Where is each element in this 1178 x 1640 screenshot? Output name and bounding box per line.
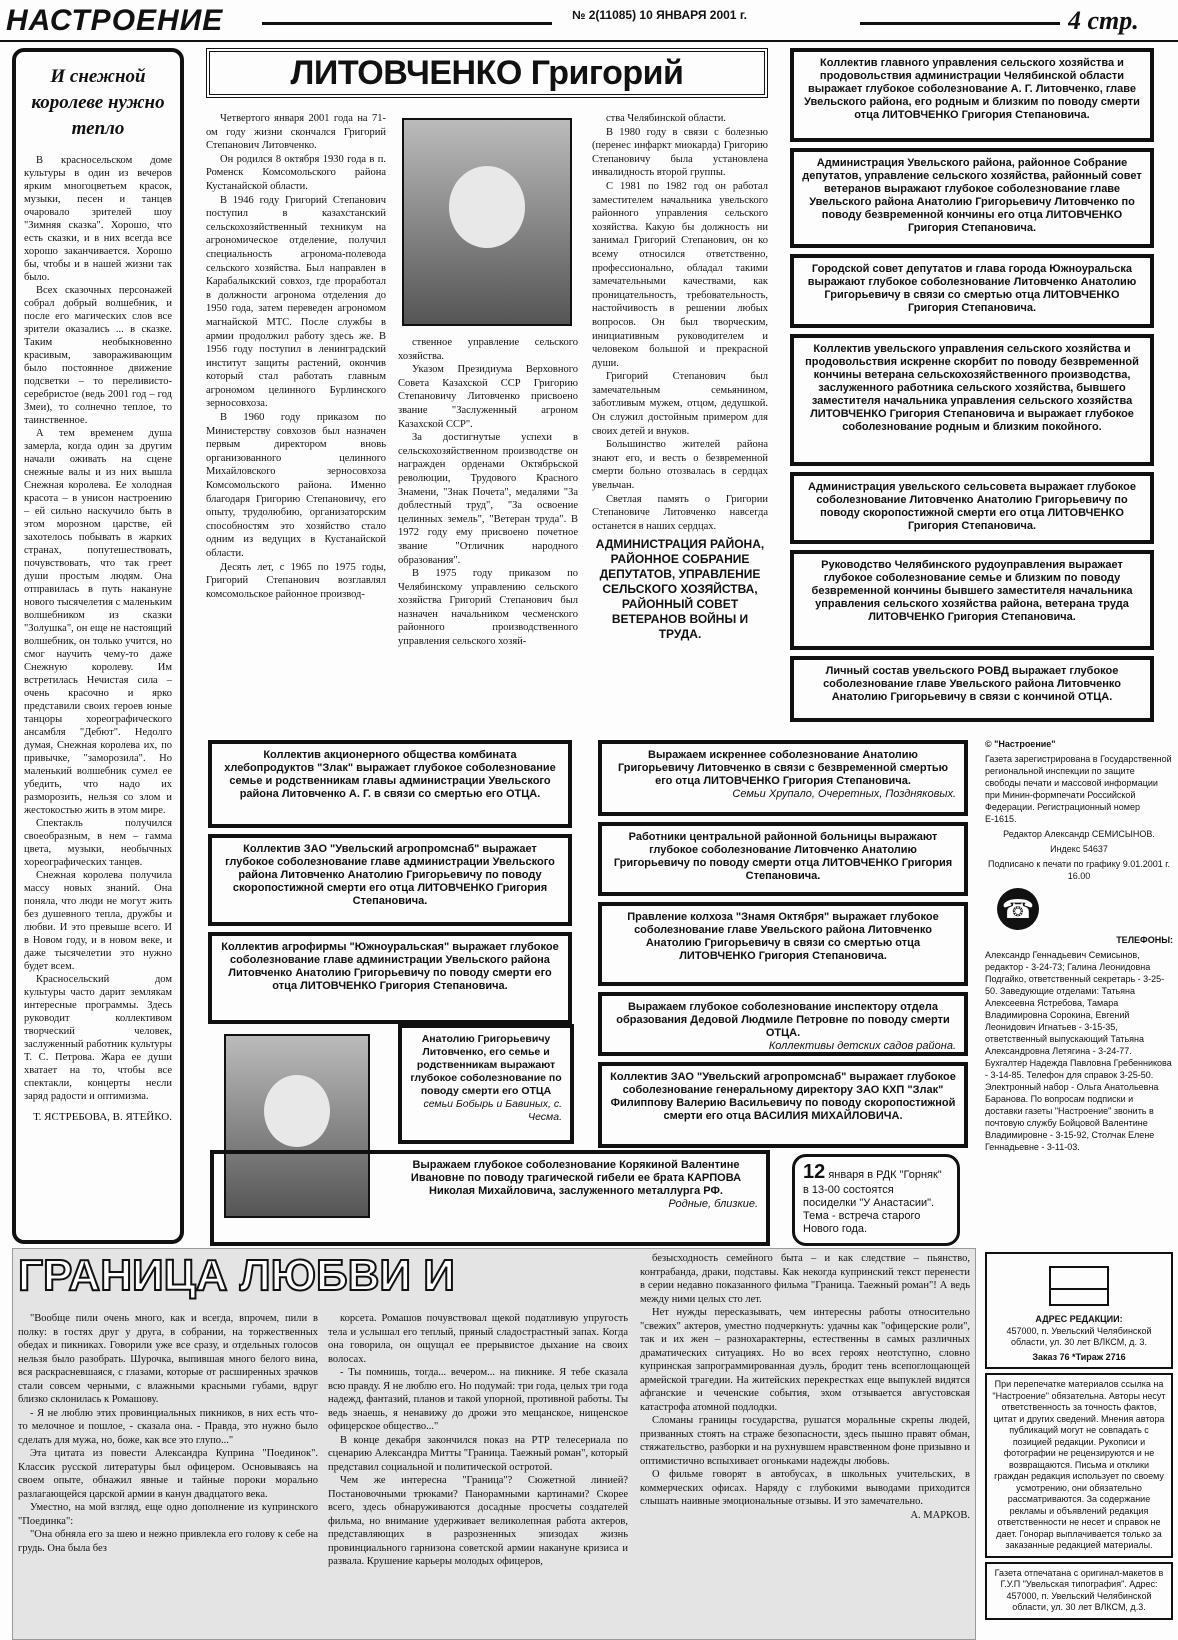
bottom-paragraph: Нет нужды пересказывать, чем интересны работы относительно "свежих" актеров, уместно подчеркнуть: удачны как "офицерские роли", так и их жен – разнохарактерны, естественны в самых различных драматических ситуациях. Но во всех героях неотступно, словно купринская запрограммированная дуэль, бродит тень всепоглощающей армейской трагедии. На житейских перекрестках еще выпуклей видятся афганские и чеченские события, эхом отзывается августовская катастрофа атомной подлодки. <box>640 1307 970 1413</box>
registration-info: Газета зарегистрирована в Государственной региональной инспекции по защите свободы печати и массовой информации при Минин-формпечати Российской Федерации. Регистрационный номер Е-1615. <box>985 754 1172 824</box>
event-announcement <box>792 1154 960 1246</box>
article-paragraph: Красносельский дом культуры часто дарит землякам интересные программы. Здесь руководит коллективом творческий человек, заслуженный работник культуры Т. С. Петрова. Жара ее души хватает на то, чтобы все спектакли, концерты несли заряд радости и оптимизма. <box>24 974 172 1102</box>
phones-list: Александр Геннадьевич Семисынов, редактор - 3-24-73; Галина Леонидовна Подгайко, ответственный секретарь - 3-25-50. Заведующие отделами: Татьяна Алексеевна Ястребова, Тамара Владимировна Сорокина, Евгений Леонидович Игнатьев - 3-15-35, ответственный выпускающий Татьяна Александровна Летягина - 3-24-77. Бухгалтер Надежда Павловна Гребенникова - 3-14-85. Телефон для справок 3-25-50. Электронный набор - Ольга Анатольевна Баранова. По вопросам подписки и доставки газеты "Настроение" звонить в почтовую службу Бойцовой Валентине Владимировне - 3-15-92, Столчак Елене Геннадьевне - 3-11-03. <box>985 950 1172 1152</box>
article-signature: Т. ЯСТРЕБОВА, В. ЯТЕЙКО. <box>33 1111 172 1123</box>
obituary-column-3 <box>592 112 768 732</box>
condolence-box: Коллектив увельского управления сельского хозяйства и продовольствия искренне скорбит по поводу безвременной кончины ветерана сельскохозяйственного производства, заслуженного работника сельского хозяйства, бывшего заместителя начальника управления сельского хозяйства ЛИТОВЧЕНКО Григория Степановича и выражает глубокое соболезнование родным и близким покойного. <box>790 334 1154 466</box>
header-rule <box>262 22 552 25</box>
condolence-box: Коллектив ЗАО "Увельский агропромснаб" выражает глубокое соболезнование главе администрации Увельского района Литовченко Анатолию Григорьевичу по поводу скоропостижной смерти его отца ЛИТОВЧЕНКО Григория Степановича. <box>208 834 572 926</box>
obit-paragraph: Четвертого января 2001 года на 71-ом году жизни скончался Григорий Степанович Литовченко. <box>206 113 386 152</box>
bottom-paragraph: Чем же интересна "Граница"? Сюжетной линией? Постановочными трюками? Панорамными картинами? Скорее всего, здесь обнаруживаются досадные просчеты создателей фильма, но внимание удерживает великолепная работа актеров, представляющих в разрозненных эпизодах жизнь провинциального гарнизона советской армии накануне кризиса и развала. Крушение карьеры молодых офицеров, <box>328 1475 628 1567</box>
telephone-icon: ☎ <box>997 888 1039 930</box>
condolence-box <box>598 992 968 1056</box>
condolence-text: Выражаем искреннее соболезнование Анатолию Григорьевичу Литовченко в связи с безвременной смертью его отца ЛИТОВЧЕНКО Григория Степановича. <box>617 749 949 787</box>
obit-paragraph: Большинство жителей района знают его, и весть о безвременной смерти больно отозвалась в сердцах увельчан. <box>592 439 768 492</box>
event-day: 12 <box>803 1161 826 1183</box>
condolence-box: Администрация Увельского района, районное Собрание депутатов, управление сельского хозяйства, районный совет ветеранов выражают глубокое соболезнование главе Увельского района Анатолию Григорьевичу Литовченко по поводу безвременной кончины его отца ЛИТОВЧЕНКО Григория Степановича. <box>790 148 1154 248</box>
condolence-box: Коллектив ЗАО "Увельский агропромснаб" выражает глубокое соболезнование генеральному директору ЗАО КХП "Злак" Филиппову Валерию Васильевичу по поводу скоропостижной смерти его отца ВАСИЛИЯ МИХАЙЛОВИЧА. <box>598 1062 968 1148</box>
obituary-column-1 <box>206 112 386 732</box>
article-title: И снежной королеве нужно тепло <box>31 66 165 139</box>
bottom-paragraph: корсета. Ромашов почувствовал щекой податливую упругость тела и услышал его теплый, пряный сладострастный запах. Когда она говорила, он ощущал ее прерывистое дыхание на своих волосах. <box>328 1313 628 1365</box>
obit-paragraph: В 1946 году Григорий Степанович поступил в казахстанский сельскохозяйственный техникум на агрономическое отделение, получил специальность агронома-полевода сельского хозяйства. Был направлен в Карабалыкский совхоз, где проработал в должности агронома отделения до 1950 года, затем переведен агрономом магнайской МТС. После службы в армии продолжил работу здесь же. В 1956 году поступил в ленинградский институт защиты растений, окончив который стал работать главным агрономом целинного Бурлинского зерносовхоза. <box>206 194 386 410</box>
bottom-paragraph: О фильме говорят в автобусах, в школьных учительских, в коммерческих офисах. Наряду с глубокими выводами приходится слышать наивные эмоциональные отзывы. И это замечательно. <box>640 1469 970 1507</box>
bottom-column-3 <box>640 1252 970 1636</box>
reprint-notice: При перепечатке материалов ссылка на "Настроение" обязательна. Авторы несут ответственность за точность фактов, цитат и других сведений. Мнения автора публикаций могут не совпадать с позицией редакции. Рукописи и фотографии не рецензируются и не возвращаются. Письма и отклики граждан редакция использует по своему усмотрению, они обязательно рассматриваются. За содержание рекламы и объявлений редакция ответственности не несет и справок не дает. Гонорар выплачивается только за заказанные редакцией материалы. <box>985 1373 1173 1558</box>
condolence-signature: семьи Бобырь и Бавиных, с. Чесма. <box>423 1098 562 1123</box>
editor-info: Редактор Александр СЕМИСЫНОВ. <box>1003 829 1155 839</box>
article-paragraph: Снежная королева получила массу новых знаний. Она поняла, что люди не могут жить без душевного тепла, дружбы и любви. И это превыше всего. И в Новом году, и в новом веке, и даже тысячелетии это нужно будет всем. <box>24 870 172 972</box>
obit-paragraph: ственное управление сельского хозяйства. <box>398 337 578 362</box>
obit-paragraph: В 1975 году приказом по Челябинскому управлению сельского хозяйства Григорий Степанович был назначен начальником чесменского районного производственного управления сельского хозяй- <box>398 568 578 648</box>
condolence-box: Правление колхоза "Знамя Октября" выражает глубокое соболезнование главе Увельского района Литовченко Анатолию Григорьевичу в связи со смертью отца ЛИТОВЧЕНКО Григория Степановича. <box>598 902 968 986</box>
condolence-box: Коллектив агрофирмы "Южноуральская" выражает глубокое соболезнование главе администрации Увельского района Литовченко Анатолию Григорьевичу по поводу смерти его отца ЛИТОВЧЕНКО Григория Степановича. <box>208 932 572 1024</box>
condolence-box: Коллектив главного управления сельского хозяйства и продовольствия администрации Челябинской области выражает глубокое соболезнование А. Г. Литовченко, главе Увельского района, его родным и близким по поводу смерти отца ЛИТОВЧЕНКО Григория Степановича. <box>790 48 1154 142</box>
header-bottom-rule <box>0 40 1178 42</box>
bottom-signature: А. МАРКОВ. <box>910 1509 970 1521</box>
bottom-paragraph: "Она обняла его за шею и нежно привлекла его голову к себе на грудь. Она была без <box>18 1529 318 1554</box>
bottom-paragraph: В конце декабря закончился показ на РТР телесериала по сценарию Александра Митты "Граница. Таежный роман", который представил социальной и политической остротой. <box>328 1434 628 1473</box>
condolence-box: Городской совет депутатов и глава города Южноуральска выражают глубокое соболезнование Литовченко Анатолию Григорьевичу в связи со смертью отца ЛИТОВЧЕНКО Григория Степановича. <box>790 254 1154 328</box>
condolence-box: Коллектив акционерного общества комбината хлебопродуктов "Злак" выражает глубокое соболезнование семье и родственникам главы администрации Увельского района Литовченко А. Г. в связи со смертью его ОТЦА. <box>208 740 572 828</box>
bottom-paragraph: Эта цитата из повести Александра Куприна "Поединок". Классик русской литературы был офицером. Основываясь на своем опыте, обнажил явные и тайные пороки морально разлагающейся царской армии в канун двадцатого века. <box>18 1448 318 1500</box>
condolence-box <box>598 740 968 816</box>
condolence-box: Личный состав увельского РОВД выражает глубокое соболезнование главе Увельского района Литовченко Анатолию Григорьевичу в связи с кончиной ОТЦА. <box>790 656 1154 722</box>
signed-info: Подписано к печати по графику 9.01.2001 г. 16.00 <box>988 859 1170 881</box>
bottom-paragraph: Уместно, на мой взгляд, еще одно дополнение из купринского "Поединка": <box>18 1502 318 1527</box>
issue-info: № 2(11085) 10 ЯНВАРЯ 2001 г. <box>572 8 747 22</box>
snow-queen-article <box>12 48 184 1244</box>
obit-paragraph: За достигнутые успехи в сельскохозяйственном производстве он награжден орденами Октябрьской революции, Трудового Красного Знамени, "Знак Почета", медалями "За доблестный труд", "За освоение целинных земель", "Ветеран труда". В 1972 году ему присвоено почетное звание "Отличник народного образования". <box>398 432 578 566</box>
obit-paragraph: Указом Президиума Верховного Совета Казахской ССР Григорию Степановичу Литовченко присвоено звание "Заслуженный агроном Казахской ССР". <box>398 364 578 430</box>
condolence-text: Выражаем глубокое соболезнование Корякиной Валентине Ивановне по поводу трагической гибели ее брата КАРПОВА Николая Михайловича, заслуженного металлурга РФ. <box>410 1159 742 1197</box>
obit-paragraph: Десять лет, с 1965 по 1975 годы, Григорий Степанович возглавлял комсомольское районное производ- <box>206 561 386 600</box>
condolence-box: Администрация увельского сельсовета выражает глубокое соболезнование Литовченко Анатолию Григорьевичу по поводу скоропостижной смерти его отца ЛИТОВЧЕНКО Григория Степановича. <box>790 472 1154 544</box>
bottom-paragraph: безысходность семейного быта – и как следствие – пьянство, контрабанда, драки, подставы. Как некогда купринский текст перенести в серии недавно показанного фильма "Граница. Таежный роман"! А ведь между ними целых сто лет. <box>640 1253 970 1305</box>
article-paragraph: Спектакль получился своеобразным, в нем – гамма цвета, музыки, необычных хореографических танцев. <box>24 818 172 868</box>
obit-paragraph: В 1980 году в связи с болезнью (перенес инфаркт миокарда) Григорию Степановичу была установлена инвалидность второй группы. <box>592 126 768 179</box>
bottom-paragraph: - Ты помнишь, тогда... вечером... на пикнике. Я тебе сказала всю правду. Я не люблю его. Но подумай: три года, целых три года надежд, фантазий, планов и такой упорной, противной работы. Ты ведь знаешь, я ненавижу до дрожи это мещанское, нищенское офицерское общество..." <box>328 1367 628 1432</box>
index-info: Индекс 54637 <box>1050 844 1108 854</box>
address-title: АДРЕС РЕДАКЦИИ: <box>1035 1314 1123 1324</box>
condolence-box: Руководство Челябинского рудоуправления выражает глубокое соболезнование семье и близким по поводу безвременной кончины бывшего заместителя начальника управления сельского хозяйства района, ветерана труда ЛИТОВЧЕНКО Григория Степановича. <box>790 550 1154 650</box>
order-info: Заказ 76 *Тираж 2716 <box>1032 1351 1126 1362</box>
page-number: 4 стр. <box>1068 6 1139 35</box>
obit-signature: АДМИНИСТРАЦИЯ РАЙОНА, РАЙОННОЕ СОБРАНИЕ ДЕПУТАТОВ, УПРАВЛЕНИЕ СЕЛЬСКОГО ХОЗЯЙСТВА, РАЙОННЫЙ СОВЕТ ВЕТЕРАНОВ ВОЙНЫ И ТРУДА. <box>595 537 765 642</box>
bottom-article-title: ГРАНИЦА ЛЮБВИ И <box>18 1251 455 1300</box>
event-text: января в РДК "Горняк" в 13-00 состоятся посиделки "У Анастасии". Тема - встреча старого Нового года. <box>803 1169 942 1235</box>
address-text: 457000, п. Увельский Челябинской области, ул. 30 лет ВЛКСМ, д. 3. <box>1006 1325 1152 1347</box>
condolence-signature: Коллективы детских садов района. <box>768 1040 956 1052</box>
imprint-block <box>985 738 1173 1248</box>
obituary-title: ЛИТОВЧЕНКО Григорий <box>206 48 768 98</box>
bottom-paragraph: "Вообще пили очень много, как и всегда, впрочем, пили в полку: в гостях друг у друга, в собрании, на торжественных обедах и пикниках. Говорили уже все сразу, и отдельных голосов нельзя было разобрать. Шурочка, выпившая много белого вина, вся раскрасневшаяся, с глазами, которые от расширенных зрачков стали совсем черными, с влажными красными губами, вдруг близко склонилась к Ромашову. <box>18 1313 318 1405</box>
condolence-text: Анатолию Григорьевичу Литовченко, его семье и родственникам выражают глубокое соболезнование по поводу смерти его ОТЦА <box>410 1033 562 1097</box>
portrait-photo <box>402 118 572 326</box>
editorial-notes <box>985 1252 1173 1636</box>
condolence-box-small <box>398 1024 574 1144</box>
address-box <box>985 1252 1173 1369</box>
condolence-signature: Родные, близкие. <box>668 1198 758 1210</box>
condolence-box: Работники центральной районной больницы выражают глубокое соболезнование Литовченко Анатолию Григорьевичу по поводу смерти отца ЛИТОВЧЕНКО Григория Степановича. <box>598 822 968 896</box>
obit-paragraph: Григорий Степанович был замечательным семьянином, заботливым мужем, отцом, дедушкой. Он служил достойным примером для своих детей и внуков. <box>592 371 768 437</box>
envelope-icon <box>1049 1266 1109 1306</box>
bottom-column-1 <box>18 1312 318 1638</box>
obituary-column-2 <box>398 336 578 732</box>
newspaper-name: НАСТРОЕНИЕ <box>6 4 224 37</box>
obit-paragraph: С 1981 по 1982 год он работал заместителем начальника увельского районного управления сельского хозяйства. Какую бы должность ни занимал Григорий Степанович, он ко всему относился ответственно, профессионально, обладал такими замечательными качествами, как проницательность, требовательность, настойчивость в решении любых вопросов. Он был творческим, инициативным руководителем и человеком большой и прекрасной души. <box>592 180 768 369</box>
obit-paragraph: Он родился 8 октября 1930 года в п. Роменск Комсомольского района Кустанайской области. <box>206 153 386 192</box>
article-paragraph: В красносельском доме культуры в один из вечеров ярким многоцветьем красок, музыки, песен и танцев очаровало зрителей шоу "Зимняя сказка". Хорошо, что есть сказки, и в них всегда все хорошо заканчивается. Хорошо бы, чтобы и в нашей жизни так было. <box>24 155 172 283</box>
header-rule-right <box>860 22 1060 25</box>
bottom-paragraph: - Я не люблю этих провинциальных пикников, в них есть что-то мелочное и пошлое, - сказала она. - Правда, это нужно было сделать для мужа, но, боже, как все это глупо..." <box>18 1407 318 1446</box>
obit-paragraph: В 1960 году приказом по Министерству совхозов был назначен первым директором вновь организованного целинного Михайловского зерносовхоза Комсомольского района. Именно благодаря Григорию Степановичу, его опыту, трудолюбию, организаторским способностям это хозяйство стало одним из ведущих в Кустанайской области. <box>206 412 386 559</box>
printing-notice: Газета отпечатана с оригинал-макетов в Г.У.П "Увельская типография". Адрес: 457000, п. Увельский Челябинской области, ул. 30 лет ВЛКСМ, д.3. <box>985 1562 1173 1620</box>
bottom-column-2 <box>328 1312 628 1638</box>
bottom-paragraph: Сломаны границы государства, рушатся моральные скрепы людей, призванных стоять на страже безопасности, здесь пышно правят обман, стяжательство, разборки и на рухнувшем нравственном фоне призывно и оптимистично вспыхивает огоньками надежды любовь. <box>640 1415 970 1467</box>
condolence-box-karpov <box>210 1150 770 1246</box>
article-paragraph: Всех сказочных персонажей собрал добрый волшебник, и после его магических слов все зрители оказались ... в сказке. Таким необыкновенно красивым, завораживающим было постоянное движение подсветки – то переливисто-серебристое (ведь 2001 год – год Змеи), то солнечно теплое, то таинственное. <box>24 285 172 426</box>
obit-paragraph: Светлая память о Григории Степановиче Литовченко навсегда останется в наших сердцах. <box>592 493 768 532</box>
obit-paragraph: ства Челябинской области. <box>606 113 726 124</box>
condolence-signature: Семьи Хрупало, Очеретных, Поздняковых. <box>732 788 956 800</box>
condolence-text: Выражаем глубокое соболезнование инспектору отдела образования Дедовой Людмиле Петровне по поводу смерти ОТЦА. <box>616 1001 950 1039</box>
article-paragraph: А тем временем душа замерла, когда один за другим начали оживать на сцене снежные валы и из них вышла Снежная королева. Ее холодная красота – в унисон настроению – ей сильно наскучило быть в этом морозном царстве, ей захотелось побывать в жарких странах, попутешествовать, почувствовать, что так греет души простым людям. Она отправилась в путь накануне нового тысячелетия с маленьким волшебником из сказки "Золушка", он еще не настоящий волшебник, он только учится, но смог научить чему-то даже Снежную королеву. Им встретилась Нечистая сила – очень красочно и ярко представили своих героев юные танцоры хореографического ансамбля "Дебют". Недолго думая, Снежная королева их, по привычке, "заморозила". Но маленький волшебник сумел ее убедить, что надо их разморозить, нельзя со злом и жестокостью жить в этом мире. <box>24 428 172 816</box>
copyright: © "Настроение" <box>985 739 1056 749</box>
phones-title: ТЕЛЕФОНЫ: <box>1116 935 1173 945</box>
